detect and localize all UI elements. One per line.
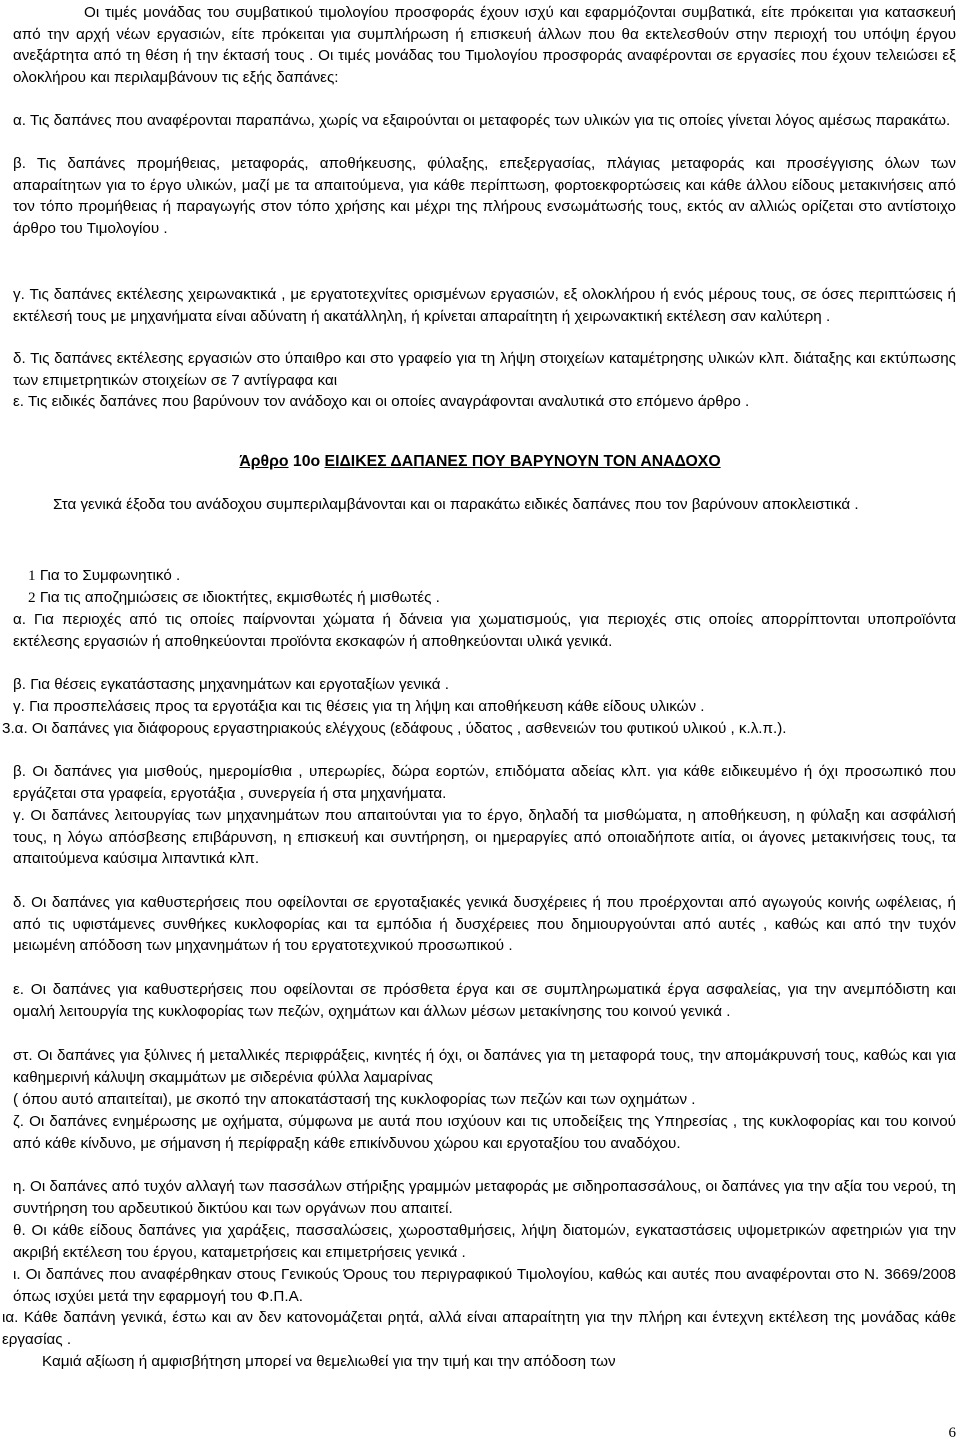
item-label: ζ.: [13, 1113, 24, 1130]
list-item: [13, 674, 956, 696]
item-text: Οι κάθε είδους δαπάνες για χαράξεις, πασσαλώσεις, χωροσταθμήσεις, λήψη διατομών, εγκαταστάσεις υψομετρικών αφετηριών για την ακριβή εκτέλεση του έργου, καταμετρήσεις και επιμετρήσεις γενικά .: [13, 1222, 956, 1261]
item-label: γ.: [13, 286, 25, 303]
list-item: [13, 1220, 956, 1263]
note-line: [13, 1089, 696, 1111]
numbered-item: [28, 565, 180, 587]
item-text: Οι δαπάνες για καθυστερήσεις που οφείλονται σε πρόσθετα έργα και σε συμπληρωματικά έργα ασφαλείας, για την ανεμπόδιστη και ομαλή λειτουργία της κυκλοφορίας των πεζών, οχημάτων και άλλων μέσων μετακίνησης του κοινού γενικά .: [13, 981, 956, 1020]
item-label: θ.: [13, 1222, 26, 1239]
item-text: Τις δαπάνες προμήθειας, μεταφοράς, αποθήκευσης, φύλαξης, επεξεργασίας, πλάγιας μεταφοράς και προσέγγισης όλων των απαραίτητων για το έργο υλικών, μαζί με τα απαιτούμενα, για κάθε περίπτωση, φορτοεκφορτώσεις και κάθε άλλου είδους μετακινήσεις από τον τόπο προμήθειας ή παραγωγής στον τόπο χρήσης και μέχρι της πλήρους ενσωμάτωσής τους, εκτός αν αλλιώς ορίζεται στο αντίστοιχο άρθρο του Τιμολογίου .: [13, 155, 957, 237]
page-number: 6: [948, 1425, 956, 1441]
item-label: στ.: [13, 1047, 33, 1064]
item-label: δ.: [13, 350, 26, 367]
item-label: ι.: [13, 1266, 21, 1283]
item-text: Οι δαπάνες για μισθούς, ημερομίσθια , υπερωρίες, δώρα εορτών, επιδόματα αδείας κλπ. για κάθε ειδικευμένο ή όχι προσωπικό που εργάζεται στα γραφεία, εργοτάξια , συνεργεία ή στα μηχανήματα.: [13, 763, 956, 802]
intro-paragraph: [13, 2, 956, 88]
list-item: [13, 391, 956, 413]
item-label: ε.: [13, 393, 24, 410]
list-item: [13, 348, 956, 391]
item-text: Οι δαπάνες που αναφέρθηκαν στους Γενικούς Όρους του περιγραφικού Τιμολογίου, καθώς και αυτές που αναφέρονται στο Ν. 3669/2008 όπως ισχύει μετά την εφαρμογή του Φ.Π.Α.: [13, 1266, 956, 1305]
article-lead-text: Στα γενικά έξοδα του ανάδοχου συμπεριλαμβάνονται και οι παρακάτω ειδικές δαπάνες που τον βαρύνουν αποκλειστικά .: [53, 496, 859, 513]
item-text: Για προσπελάσεις προς τα εργοτάξια και τις θέσεις για τη λήψη και αποθήκευση κάθε είδους υλικών .: [29, 698, 705, 715]
article-title-prefix: Άρθρο: [239, 453, 289, 470]
list-item: [13, 761, 956, 804]
list-item: [2, 718, 956, 740]
item-label: γ.: [13, 698, 25, 715]
list-item: [13, 609, 956, 652]
list-item: [13, 1176, 956, 1219]
item-label: δ.: [13, 894, 26, 911]
item-label: γ.: [13, 807, 25, 824]
list-item: [13, 892, 956, 957]
item-text: Κάθε δαπάνη γενικά, έστω και αν δεν κατονομάζεται ρητά, αλλά είναι απαραίτητη για την πλήρη και έντεχνη εκτέλεση της μονάδας κάθε εργασίας .: [2, 1309, 956, 1348]
list-item: [13, 696, 956, 718]
item-number: 1: [28, 567, 36, 584]
item-text: Για τις αποζημιώσεις σε ιδιοκτήτες, εκμισθωτές ή μισθωτές .: [39, 589, 440, 606]
list-item: [13, 1045, 956, 1088]
item-text: Οι δαπάνες από τυχόν αλλαγή των πασσάλων στήριξης γραμμών μεταφοράς με σιδηροπασσάλους, οι δαπάνες για την αξία του νερού, τη συντήρηση του αρδευτικού δικτύου και των οργάνων που απαιτεί.: [13, 1178, 956, 1217]
item-text: Για θέσεις εγκατάστασης μηχανημάτων και εργοταξίων γενικά .: [30, 676, 449, 693]
item-label: ια.: [2, 1309, 19, 1326]
item-text: Οι δαπάνες λειτουργίας των μηχανημάτων που απαιτούνται για το έργο, δηλαδή τα μισθώματα, η αποθήκευση, η φύλαξη και ασφάλισή τους, η λόγω απόσβεσης επιβάρυνση, η επισκευή και συντήρηση, οι ημεραργίες από οποιαδήποτε αιτία, οι άγονες μετακινήσεις τους, τα απαιτούμενα καύσιμα λιπαντικά κλπ.: [13, 807, 956, 868]
item-label: ε.: [13, 981, 24, 998]
item-label: 3.α.: [2, 720, 28, 737]
article-title-text: ΕΙΔΙΚΕΣ ΔΑΠΑΝΕΣ ΠΟΥ ΒΑΡΥΝΟΥΝ ΤΟΝ ΑΝΑΔΟΧΟ: [324, 453, 721, 470]
item-label: β.: [13, 676, 26, 693]
item-text: Οι δαπάνες για ξύλινες ή μεταλλικές περιφράξεις, κινητές ή όχι, οι δαπάνες για τη μεταφορά τους, την απομάκρυνσή τους, καθώς και για καθημερινή κάλυψη σκαμμάτων με σιδερένια φύλλα λαμαρίνας: [13, 1047, 956, 1086]
item-label: α.: [13, 112, 26, 129]
item-text: Τις δαπάνες εκτέλεσης εργασιών στο ύπαιθρο και στο γραφείο για τη λήψη στοιχείων καταμέτρησης υλικών κλπ. διάταξης και εκτύπωσης των επιμετρητικών στοιχείων σε 7 αντίγραφα και: [13, 350, 956, 389]
intro-text: Οι τιμές μονάδας του συμβατικού τιμολογίου προσφοράς έχουν ισχύ και εφαρμόζονται συμβατικά, είτε πρόκειται για κατασκευή από την αρχή νέων εργασιών, είτε πρόκειται για συμπλήρωση ή επισκευή άλλων που θα εκτελεσθούν στην περιοχή του υπόψη έργου ανεξάρτητα από τη θέση ή την έκτασή τους . Οι τιμές μονάδας του Τιμολογίου προσφοράς αναφέρονται σε εργασίες που έχουν τελειώσει εξ ολοκλήρου και περιλαμβάνουν τις εξής δαπάνες:: [13, 4, 956, 86]
item-text: Για το Συμφωνητικό .: [39, 567, 181, 584]
list-item: [13, 110, 956, 132]
item-text: Τις δαπάνες που αναφέρονται παραπάνω, χωρίς να εξαιρούνται οι μεταφορές των υλικών για τις οποίες γίνεται λόγος αμέσως παρακάτω.: [29, 112, 951, 129]
numbered-item: [28, 587, 440, 609]
item-label: η.: [13, 1178, 26, 1195]
item-label: β.: [13, 155, 26, 172]
item-label: β.: [13, 763, 26, 780]
list-item: [13, 284, 956, 327]
list-item: [13, 805, 956, 870]
list-item: [13, 1111, 956, 1154]
item-label: α.: [13, 611, 26, 628]
item-text: Οι δαπάνες για διάφορους εργαστηριακούς ελέγχους (εδάφους , ύδατος , ασθενειών του φυτικού υλικού , κ.λ.π.).: [31, 720, 787, 737]
item-text: Τις δαπάνες εκτέλεσης χειρωνακτικά , με εργατοτεχνίτες ορισμένων εργασιών, εξ ολοκλήρου ή ενός μέρους τους, σε όσες περιπτώσεις ή εκτέλεσή τους με μηχανήματα είναι αδύνατη ή ακατάλληλη, ή κρίνεται απαραίτητη ή χειρωνακτική εκτέλεση σαν καλύτερη .: [13, 286, 956, 325]
closing-line: [42, 1351, 956, 1373]
item-text: Οι δαπάνες ενημέρωσης με οχήματα, σύμφωνα με αυτά που ισχύουν και τις υποδείξεις της Υπηρεσίας , της κυκλοφορίας και του κοινού από κάθε κίνδυνο, με σήμανση ή περίφραξη κάθε επικίνδυνου χώρου και εργοταξίου του αναδόχου.: [13, 1113, 956, 1152]
article-number: 10ο: [288, 453, 325, 470]
list-item: [2, 1307, 956, 1350]
item-text: Τις ειδικές δαπάνες που βαρύνουν τον ανάδοχο και οι οποίες αναγράφονται αναλυτικά στο επόμενο άρθρο .: [27, 393, 750, 410]
item-text: Οι δαπάνες για καθυστερήσεις που οφείλονται σε εργοταξιακές γενικά δυσχέρειες ή που προέρχονται από αγωγούς κοινής ωφέλειας, ή από τις υφιστάμενες συνθήκες κυκλοφορίας και τα εμπόδια ή δυσχέρειες που δημιουργούνται από αυτές , καθώς και από την τυχόν μειωμένη απόδοση των μηχανημάτων ή του εργατοτεχνικού προσωπικού .: [13, 894, 956, 955]
article-title: [0, 451, 960, 473]
list-item: [13, 979, 956, 1022]
item-text: Για περιοχές από τις οποίες παίρνονται χώματα ή δάνεια για χωματισμούς, για περιοχές στις οποίες απορρίπτονται υποπροϊόντα εκτέλεσης εργασιών ή αποθηκεύονται προϊόντα εκσκαφών ή αποθηκεύονται υλικά γενικά.: [13, 611, 956, 650]
closing-text: Καμιά αξίωση ή αμφισβήτηση μπορεί να θεμελιωθεί για την τιμή και την απόδοση των: [42, 1353, 616, 1370]
note-text: ( όπου αυτό απαιτείται), με σκοπό την αποκατάστασή της κυκλοφορίας των πεζών και των οχημάτων .: [13, 1091, 696, 1108]
list-item: [13, 153, 956, 239]
article-lead: [13, 494, 956, 516]
item-number: 2: [28, 589, 36, 606]
list-item: [13, 1264, 956, 1307]
